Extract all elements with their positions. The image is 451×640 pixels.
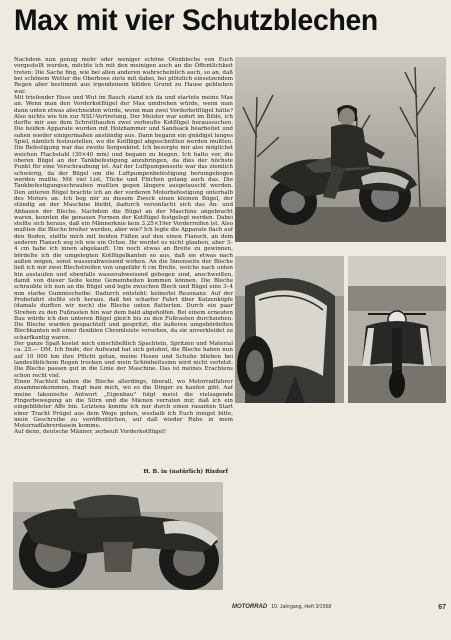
motorcycle-side-view-photo	[13, 482, 223, 590]
article-headline	[14, 4, 444, 44]
motorcycle-front-view-photo	[348, 256, 446, 403]
article-paragraph: Nachdem nun genug mehr oder weniger schöne Ofenbleche von Euch vorgestellt wurden, möchte ich mit den meinigen auch an die Öffentlichkeit treten: Die Sache fing, wie bei allen anderen wahrscheinlich auch, so an, daß bei schönem Wetter die Oberbose stets mit dabei, bei plötzlich einsetzendem Regen aber bestimmt aus irgendeinem blöden Grund zu Hause geblieben war.	[14, 57, 233, 95]
article-paragraph: Einen Nachteil haben die Bleche allerdings, überall, wo Motorradfahrer zusammenkommen, fragt man mich, wo es die Dinger zu kaufen gibt. Auf meine lakonische Antwort „Eigenbau" folgt meist die vielsagende Fingerbewegung an die Stirn und die Mienen verraten mir, daß ich ein eingebildeter Affe bin. Letztens konnte ich nur durch einen rasanten Start einer Tracht Prügel aus dem Wege gehen, weshalb ich Euch innigst bitte, mein Geschreibe zu veröffentlichen, auf daß wieder Ruhe in mein Motorradfahrerdasein komme.	[14, 378, 233, 430]
article-paragraph: Auf denn, deutsche Männer, zerbeult Vorderkotflügel!	[14, 429, 167, 436]
page-number: 67	[438, 603, 446, 611]
fender-side-detail-photo	[235, 256, 344, 403]
page-footer	[232, 600, 446, 614]
article-body	[14, 57, 233, 469]
article-paragraph: Der ganze Spaß kostet mich einschließlich Spachteln, Spritzen und Material ca. 25.— DM. Ich finde, der Aufwand hat sich gelohnt, die Bleche haben nun auf 10 000 km ihre Pflicht getan, meine Hosen und Schuhe blieben bei landesüblichem Regen trocken und mein Schönheitssinn wird nicht verletzt. Die Bleche passen gut in die Linie der Maschine. Das ist meines Erachtens schon recht viel.	[14, 341, 233, 379]
headline-text: Max mit vier Schutzblechen	[14, 4, 378, 37]
author-signature: H. B. in (natürlich) Rixdorf	[143, 469, 228, 475]
rider-on-motorcycle-photo	[235, 57, 446, 242]
magazine-name: MOTORRAD	[232, 604, 268, 610]
issue-info: 10. Jahrgang, Heft 3/1958	[271, 604, 332, 610]
article-paragraph: Mit triefender Hose und Wut im Bauch stand ich da und startete meine Max an: Wenn man den Vorderkotflügel der Max umdrehen würde, wenn man dann unten etwas abschneiden würde, wenn man zwei Vorderkotflügel hätte? Also nichts wie hin zur NSU-Vertretung. Der Meister war sofort im Bilde, ich durfte mir aus dem Schrotthaufen zwei verbeulte Kotflügel heraussuchen. Die beiden Apparate wurden mit Holzhammer und Sandsack bearbeitet und sahen wieder einigermaßen anständig aus. Dann begann ein gnädigst langes Spiel, nämlich festzustellen, wo die Kotflügel abgeschnitten werden mußten. Die Befestigung war das zweite Sorgenkind. Ich besorgte mir also möglichst weichen Flachstahl (30×40 mm) und begann zu biegen. Ich hatte vor, die oberen Bügel an der Tankbefestigung anzubringen, da dies der höchste Punkt für eine Verschraubung ist. Auf der Luftpumpenseite war das ziemlich schwierig, da der Bügel um die Luftpumpenbefestigung herumgebogen werden mußte. Mit viel List, Tücke und Flüchen gelang auch das. Die Tankbefestigungsschrauben mußten gegen längere ausgetauscht werden. Den unteren Bügel brachte ich an der vorderen Motorbefestigung unterhalb des Motors an. Ich bog mir zu diesem Zweck einen kleinen Bügel, der ständig an der Maschine bleibt, dadurch vereinfacht sich das An- und Abbauen der Bleche. Nachdem die Bügel an der Maschine angebracht waren, konnten die genauen Formen der Kotflügel festgelegt werden. Dabei stellte sich heraus, daß ein Männerknie kein 3,25×19er Vorderreifen ist. Also mußten die Bleche breiter werden, aber wie? Ich legte die Apparate flach auf den Boden, stellte mich mit beiden Füßen auf den einen Flansch, an dem anderen Flansch zog ich wie ein Ochse. Ihr werdet es nicht glauben, aber 3–4 cm habe ich innen abgekauft. Um noch etwas an Breite zu gewinnen, bördelte ich die umgelegten Kotflügelkanten so aus, daß sie etwas nach außen zeigen, sonst wasserabweisend wirken. An die Innenseite der Bleche ließ ich mir zwei Blechstreifen von ungefähr 6 cm Breite, welche nach unten hin auslaufen und ebenfalls wasserabweisend gebogen sind, anschweißen, damit von dieser Seite keine Gemeinheiten kommen können. Die Bleche schraubte ich nun an die Bügel und legte zwischen Blech und Bügel eine 3–4 mm starke Gummischeibe. Dadurch entsteht: keinerlei Resonanz. Auf der Probefahrt stellte sich heraus, daß bei scharfer Fahrt über Katzenköpfe (damals durften wir noch) die Bleche unten flatterten. Durch ein paar Streben zu den Fußrasten hin war dem bald abgeholfen. Bei einem erneuten Bau würde ich den unteren Bügel gleich bis zu den Fußrasten durchziehen. Die Bleche wurden gespachtelt und gespritzt, die äußeren umgebördelten Blechkanten mit einer flexiblen Chromleiste versehen, da sie unverkleidet zu scharfkantig waren.	[14, 94, 233, 341]
